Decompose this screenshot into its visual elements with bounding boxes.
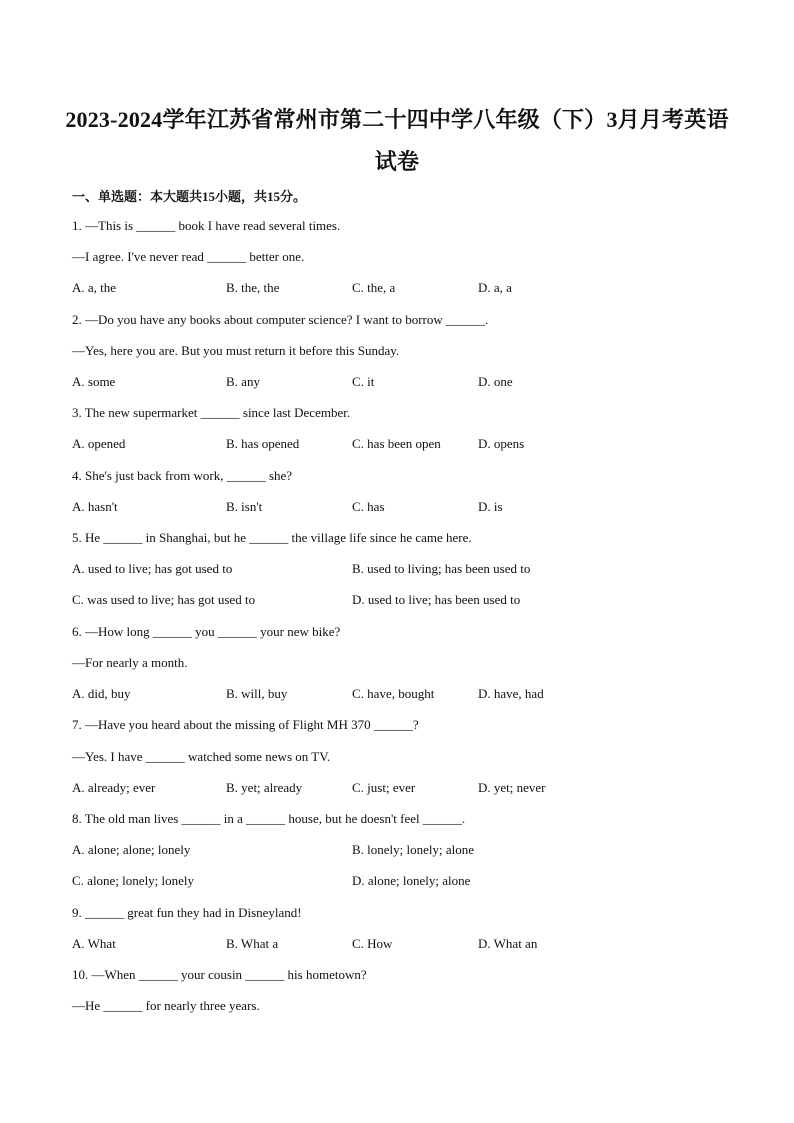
q9-option-d: D. What an <box>478 936 538 951</box>
q3-option-b: B. has opened <box>226 436 300 451</box>
q2-option-c: C. it <box>352 374 375 389</box>
question-2-dialog: —Yes, here you are. But you must return it before this Sunday. <box>72 343 400 358</box>
q7-option-d: D. yet; never <box>478 780 546 795</box>
q8-option-c: C. alone; lonely; lonely <box>72 873 195 888</box>
question-4-stem: 4. She's just back from work, ______ she? <box>72 468 293 483</box>
question-8-stem: 8. The old man lives ______ in a ______ house, but he doesn't feel ______. <box>72 811 466 826</box>
q4-option-b: B. isn't <box>226 499 263 514</box>
q2-option-a: A. some <box>72 374 116 389</box>
q4-option-a: A. hasn't <box>72 499 118 514</box>
q7-option-c: C. just; ever <box>352 780 416 795</box>
q5-option-b: B. used to living; has been used to <box>352 561 531 576</box>
q7-option-a: A. already; ever <box>72 780 156 795</box>
q1-option-c: C. the, a <box>352 280 396 295</box>
question-3-stem: 3. The new supermarket ______ since last December. <box>72 405 351 420</box>
q1-option-b: B. the, the <box>226 280 280 295</box>
question-7-stem: 7. —Have you heard about the missing of Flight MH 370 ______? <box>72 717 419 732</box>
q3-option-d: D. opens <box>478 436 525 451</box>
question-10-dialog: —He ______ for nearly three years. <box>72 998 260 1013</box>
q3-option-c: C. has been open <box>352 436 441 451</box>
question-1-dialog: —I agree. I've never read ______ better one. <box>72 249 305 264</box>
q6-option-c: C. have, bought <box>352 686 435 701</box>
question-9-stem: 9. ______ great fun they had in Disneyland! <box>72 905 302 920</box>
question-6-dialog: —For nearly a month. <box>72 655 188 670</box>
q4-option-d: D. is <box>478 499 503 514</box>
question-10-stem: 10. —When ______ your cousin ______ his hometown? <box>72 967 367 982</box>
question-6-stem: 6. —How long ______ you ______ your new bike? <box>72 624 341 639</box>
q1-option-a: A. a, the <box>72 280 117 295</box>
q5-option-c: C. was used to live; has got used to <box>72 592 256 607</box>
q8-option-b: B. lonely; lonely; alone <box>352 842 475 857</box>
q8-option-a: A. alone; alone; lonely <box>72 842 191 857</box>
question-7-dialog: —Yes. I have ______ watched some news on TV. <box>72 749 331 764</box>
q6-option-b: B. will, buy <box>226 686 288 701</box>
exam-title-line2: 试卷 <box>374 149 420 174</box>
question-2-stem: 2. —Do you have any books about computer science? I want to borrow ______. <box>72 312 489 327</box>
question-1-stem: 1. —This is ______ book I have read several times. <box>72 218 341 233</box>
q6-option-d: D. have, had <box>478 686 544 701</box>
q7-option-b: B. yet; already <box>226 780 303 795</box>
q3-option-a: A. opened <box>72 436 126 451</box>
question-5-stem: 5. He ______ in Shanghai, but he ______ the village life since he came here. <box>72 530 472 545</box>
q9-option-a: A. What <box>72 936 116 951</box>
q5-option-d: D. used to live; has been used to <box>352 592 521 607</box>
exam-title-line1: 2023-2024学年江苏省常州市第二十四中学八年级（下）3月月考英语 <box>65 107 729 132</box>
q4-option-c: C. has <box>352 499 385 514</box>
q9-option-c: C. How <box>352 936 393 951</box>
q9-option-b: B. What a <box>226 936 279 951</box>
q2-option-d: D. one <box>478 374 513 389</box>
q2-option-b: B. any <box>226 374 260 389</box>
q1-option-d: D. a, a <box>478 280 512 295</box>
q8-option-d: D. alone; lonely; alone <box>352 873 471 888</box>
q5-option-a: A. used to live; has got used to <box>72 561 233 576</box>
section-heading: 一、单选题：本大题共15小题，共15分。 <box>72 189 307 204</box>
q6-option-a: A. did, buy <box>72 686 131 701</box>
